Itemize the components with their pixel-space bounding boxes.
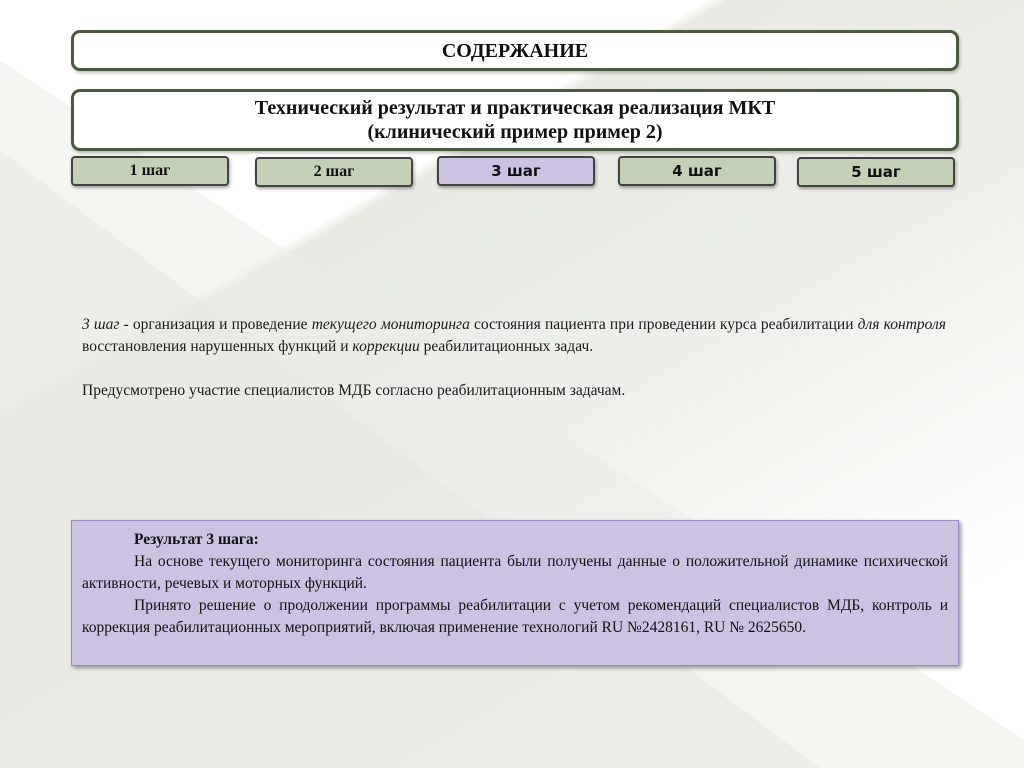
desc-text-4: реабилитационных задач. [419,338,594,355]
desc-text-2: состояния пациента при проведении курса реабилитации [469,316,858,333]
page-title-box [71,30,959,71]
page-title: СОДЕРЖАНИЕ [441,40,589,62]
specialists-note: Предусмотрено участие специалистов МДБ согласно реабилитационным задачам. [82,382,626,399]
desc-emphasis-1: текущего мониторинга [311,316,470,333]
section-title-box [71,89,959,151]
step-4-button[interactable]: 4 шаг [618,156,776,186]
step-5-button[interactable]: 5 шаг [797,157,955,187]
result-box [71,520,959,666]
step-name: 3 шаг [82,316,120,333]
result-paragraph-1: На основе текущего мониторинга состояния пациента были получены данные о положительной динамике психической активности, речевых и моторных функций. [82,553,948,592]
desc-emphasis-2: для контроля [857,316,946,333]
step-1-button[interactable]: 1 шаг [71,156,229,186]
desc-text-3: восстановления нарушенных функций и [82,338,353,355]
section-title-line2: (клинический пример пример 2) [367,121,663,143]
step-3-button[interactable]: 3 шаг [437,156,595,186]
desc-text-1: - организация и проведение [119,316,312,333]
desc-emphasis-3: коррекции [352,338,420,355]
step-2-button[interactable]: 2 шаг [255,157,413,187]
section-title-line1: Технический результат и практическая реализация МКТ [254,97,776,119]
step-description [82,314,946,358]
result-paragraph-2: Принято решение о продолжении программы реабилитации с учетом рекомендаций специалистов МДБ, контроль и коррекция реабилитационных мероприятий, включая применение технологий RU №2428161, RU № 2625650. [82,597,948,636]
result-heading: Результат 3 шага: [134,531,259,548]
